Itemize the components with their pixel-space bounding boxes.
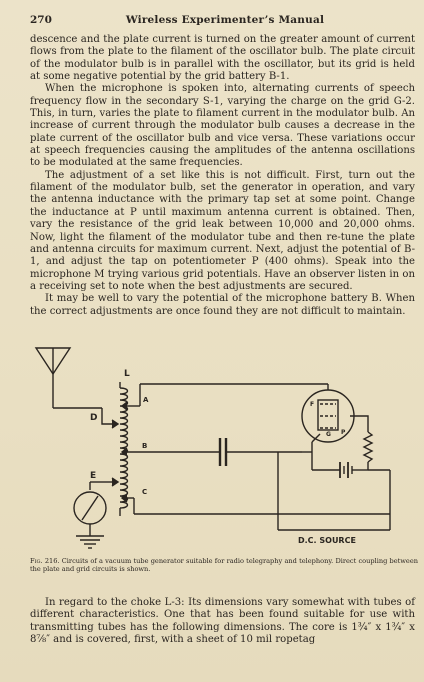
circuit-diagram — [30, 342, 420, 552]
page-number: 270 — [30, 14, 52, 26]
label-c: C — [142, 488, 148, 496]
label-b: B — [142, 442, 148, 450]
label-l: L — [124, 369, 130, 379]
antenna-icon — [36, 348, 70, 408]
dc-source-label: D.C. SOURCE — [298, 536, 356, 545]
paragraph: It may be well to vary the potential of the microphone battery B. When the correct adjustments are once found they are not difficult to maintain. — [30, 293, 415, 317]
figure-caption — [30, 557, 418, 573]
ground-icon — [76, 536, 104, 548]
paragraph: The adjustment of a set like this is not difficult. First, turn out the filament of the modulator bulb, set the generator in operation, and vary the antenna inductance with the primary tap set at some point. Change the inductance at P until maximum antenna current is obtained. Then, vary the resistance of the grid leak between 10,000 and 20,000 ohms. Now, light the filament of the modulator tube and then re-tune the plate and antenna circuits for maximum current. Next, adjust the potential of B-1, and adjust the tap on potentiometer P (400 ohms). Speak into the microphone M trying various grid potentials. Have an observer listen in on a receiving set to note when the best adjustments are secured. — [30, 169, 415, 292]
ammeter-icon — [74, 492, 106, 524]
resistor-icon — [364, 432, 372, 462]
label-p: P — [341, 429, 346, 436]
battery-icon — [340, 462, 352, 478]
paragraph: In regard to the choke L-3: Its dimensions vary somewhat with tubes of different characteristics. One that has been found suitable for use with transmitting tubes has the following dimensions. The core is 1¾″ x 1¾″ x 8⅞″ and is covered, first, with a sheet of 10 mil ropetag — [30, 597, 415, 646]
label-f: F — [310, 401, 315, 408]
figure-caption-text: Circuits of a vacuum tube generator suitable for radio telegraphy and telephony. Direct coupling between the plate and grid circuits is shown. — [30, 557, 418, 573]
label-a: A — [143, 396, 149, 404]
running-title: Wireless Experimenter’s Manual — [125, 14, 325, 26]
bottom-text — [30, 597, 415, 646]
page-header — [30, 14, 410, 26]
label-g: G — [326, 431, 331, 438]
capacitor — [220, 438, 226, 466]
label-e: E — [90, 471, 97, 481]
label-d: D — [90, 413, 98, 423]
paragraph: When the microphone is spoken into, alternating currents of speech frequency flow in the secondary S-1, varying the charge on the grid G-2. This, in turn, varies the plate to filament current in the modulator bulb. An increase of current through the modulator bulb causes a decrease in the plate current of the oscillator bulb and vice versa. These variations occur at speech frequencies causing the amplitudes of the antenna oscillations to be modulated at the same frequencies. — [30, 83, 415, 169]
paragraph: descence and the plate current is turned on the greater amount of current flows from the plate to the filament of the oscillator bulb. The plate circuit of the modulator bulb is in parallel with the oscillator, but its grid is held at some negative potential by the grid battery B-1. — [30, 34, 415, 83]
body-text — [30, 34, 415, 318]
figure-number: Fig. 216. — [30, 557, 60, 565]
